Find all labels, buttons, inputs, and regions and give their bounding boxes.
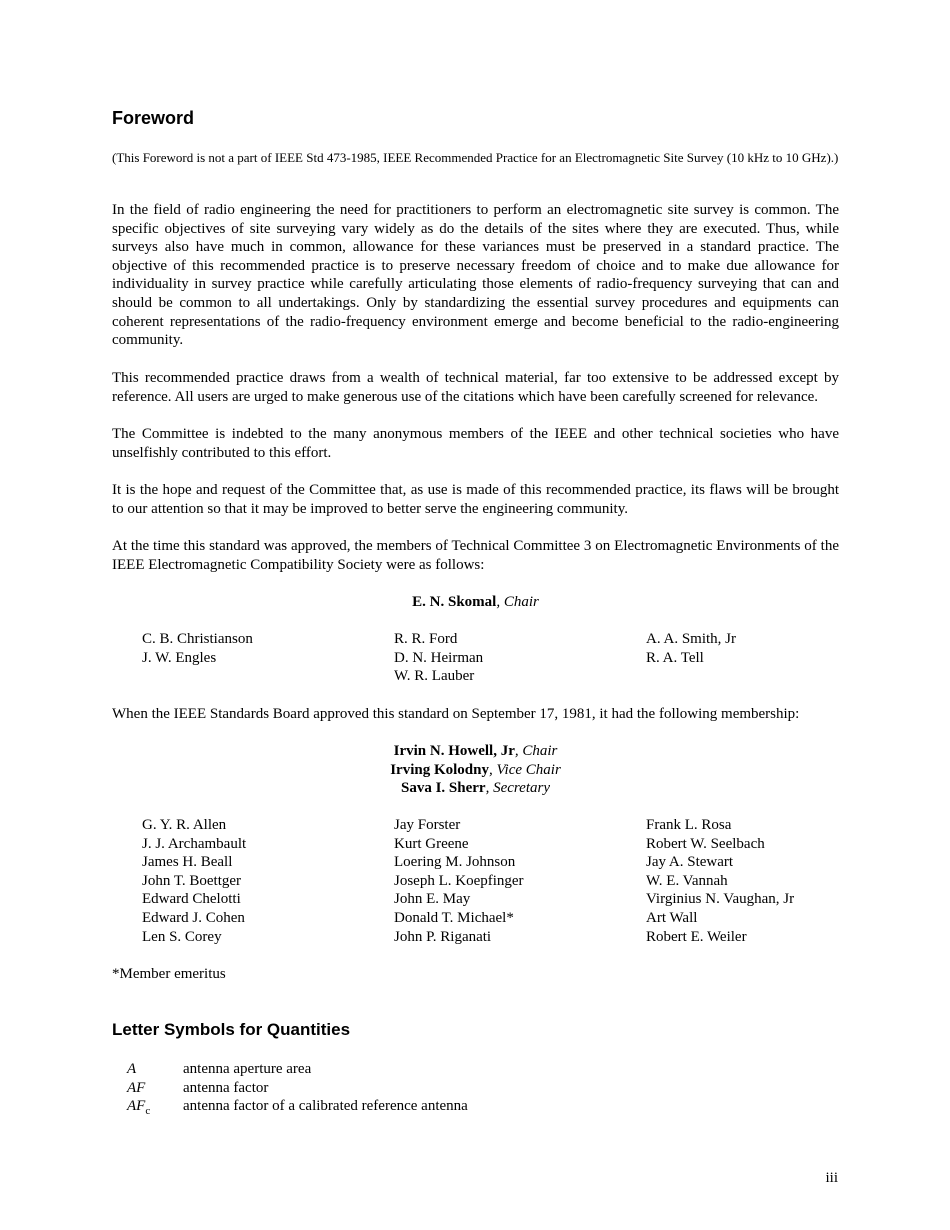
- foreword-heading: Foreword: [112, 108, 195, 128]
- committee-member: J. W. Engles: [142, 649, 217, 666]
- symbol-subscript: c: [145, 1105, 151, 1118]
- board-secretary-role: , Secretary: [485, 780, 550, 797]
- page-number: iii: [825, 1170, 838, 1186]
- committee-member: A. A. Smith, Jr: [646, 631, 737, 647]
- foreword-paragraph-5: At the time this standard was approved, the members of Technical Committee 3 on Electromagnetic Environments of the IEEE Electromagnetic Compatibility Society were as follows:: [112, 538, 839, 573]
- board-member: Jay Forster: [394, 817, 461, 833]
- board-member: Donald T. Michael*: [394, 909, 514, 926]
- member-emeritus-footnote: *Member emeritus: [112, 966, 226, 982]
- board-member: Joseph L. Koepfinger: [394, 872, 524, 889]
- board-vice-chair-name: Irving Kolodny: [390, 761, 489, 778]
- board-intro: When the IEEE Standards Board approved this standard on September 17, 1981, it had the following membership:: [112, 706, 800, 722]
- board-column-2: [394, 816, 524, 946]
- foreword-note: (This Foreword is not a part of IEEE Std 473-1985, IEEE Recommended Practice for an Electromagnetic Site Survey (10 kHz to 10 GHz).): [112, 150, 839, 165]
- symbol-definition: antenna factor: [183, 1079, 269, 1096]
- committee-chair-role: , Chair: [496, 594, 539, 610]
- board-member: John P. Riganati: [394, 928, 492, 945]
- foreword-paragraph-4: It is the hope and request of the Committee that, as use is made of this recommended practice, its flaws will be brought to our attention so that it may be improved to better serve the engineering community.: [112, 482, 839, 517]
- board-member: Jay A. Stewart: [646, 854, 734, 871]
- board-vice-chair-role: , Vice Chair: [488, 761, 561, 778]
- board-chair: [112, 742, 839, 761]
- committee-column-1: [142, 630, 253, 667]
- board-member: Edward Chelotti: [142, 891, 241, 908]
- board-member: John E. May: [394, 891, 471, 908]
- letter-symbols-heading: Letter Symbols for Quantities: [112, 1020, 351, 1039]
- board-vice-chair: [112, 761, 839, 780]
- board-chair-role: , Chair: [514, 743, 558, 759]
- board-column-3: [646, 816, 794, 946]
- committee-member: D. N. Heirman: [394, 649, 484, 666]
- symbol: [127, 1097, 150, 1121]
- symbol-row: [112, 1097, 839, 1116]
- board-member: Robert W. Seelbach: [646, 835, 765, 852]
- foreword-paragraph-3: The Committee is indebted to the many anonymous members of the IEEE and other technical societies who have unselfishly contributed to this effort.: [112, 426, 839, 461]
- board-member: Virginius N. Vaughan, Jr: [646, 891, 795, 908]
- symbol-definition: antenna aperture area: [183, 1061, 312, 1077]
- board-member: Loering M. Johnson: [394, 854, 516, 871]
- committee-chair: [112, 593, 839, 612]
- symbol-definition: antenna factor of a calibrated reference antenna: [183, 1098, 468, 1115]
- board-member: John T. Boettger: [142, 872, 242, 889]
- symbol: A: [127, 1061, 137, 1077]
- board-column-1: [142, 816, 246, 946]
- board-chair-name: Irvin N. Howell, Jr: [393, 743, 515, 759]
- committee-member: R. R. Ford: [394, 631, 458, 647]
- committee-member: R. A. Tell: [646, 649, 704, 666]
- board-secretary-name: Sava I. Sherr: [400, 780, 486, 797]
- board-member: J. J. Archambault: [142, 835, 247, 852]
- committee-member: W. R. Lauber: [394, 668, 475, 685]
- board-secretary: [112, 779, 839, 798]
- board-member: Kurt Greene: [394, 835, 469, 852]
- committee-chair-name: E. N. Skomal: [412, 594, 497, 610]
- board-member: James H. Beall: [142, 854, 233, 871]
- committee-member: C. B. Christianson: [142, 631, 253, 647]
- board-member: Robert E. Weiler: [646, 928, 747, 945]
- symbol-row: [112, 1060, 839, 1079]
- board-member: Edward J. Cohen: [142, 909, 245, 926]
- symbol-base: AF: [127, 1098, 146, 1115]
- symbol-row: [112, 1079, 839, 1098]
- board-member: Art Wall: [646, 909, 698, 926]
- foreword-paragraph-1: In the field of radio engineering the need for practitioners to perform an electromagnetic site survey is common. The specific objectives of site surveying vary widely as do the details of the sites where they are executed. Thus, while surveys also have much in common, allowance for these variances must be preserved in a standard practice. The objective of this recommended practice is to preserve necessary freedom of choice and to make due allowance for individuality in survey practice while carefully articulating those elements of radio-frequency surveying that can and should be common to all undertakings. Only by standardizing the essential survey procedures and equipments can coherent representations of the radio-frequency environment emerge and become beneficial to the radio-engineering community.: [112, 202, 839, 349]
- board-member: W. E. Vannah: [646, 872, 728, 889]
- foreword-paragraph-2: This recommended practice draws from a wealth of technical material, far too extensive to be addressed except by reference. All users are urged to make generous use of the citations which have been carefully screened for relevance.: [112, 370, 839, 405]
- board-member: Frank L. Rosa: [646, 817, 732, 833]
- symbol: AF: [127, 1079, 146, 1096]
- board-member: G. Y. R. Allen: [142, 817, 227, 833]
- committee-column-2: [394, 630, 483, 686]
- board-member: Len S. Corey: [142, 928, 222, 945]
- committee-column-3: [646, 630, 736, 667]
